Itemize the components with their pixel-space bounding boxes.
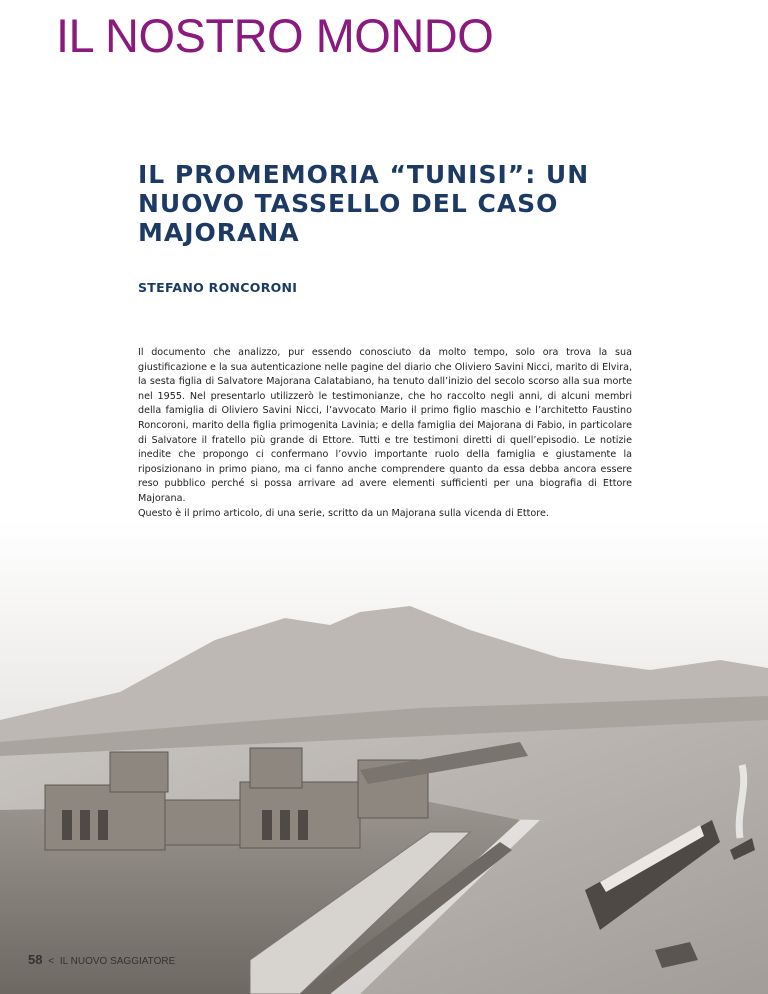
abstract-text: Il documento che analizzo, pur essendo conosciuto da molto tempo, solo ora trova la sua giustificazione e la sua autenticazione nelle pagine del diario che Oliviero Savini Nicci, marito di Elvira, la sesta figlia di Salvatore Majorana Calatabiano, ha tenuto dall’inizio del secolo scorso alla sua morte nel 1955. Nel presentarlo utilizzerò le testimonianze, che ho raccolto negli anni, di alcuni membri della famiglia di Oliviero Savini Nicci, l’avvocato Mario il primo figlio maschio e l’architetto Faustino Roncoroni, marito della figlia primogenita Lavinia; e della famiglia dei Majorana di Fabio, in particolare di Salvatore il fratello più grande di Ettore. Tutti e tre testimoni diretti di quell’episodio. Le notizie inedite che propongo ci confermano l’ovvio importante ruolo della famiglia e giustamente la riposizionano in primo piano, ma ci fanno anche comprendere quanto da essa debba ancora essere reso pubblico perché si possa arrivare ad avere elementi sufficienti per una biografia di Ettore Majorana. [138,347,633,504]
article-abstract [138,346,632,521]
author-name: STEFANO RONCORONI [138,280,298,295]
page-footer [28,952,175,967]
footer-separator: < [48,956,55,967]
abstract-closing: Questo è il primo articolo, di una serie, scritto da un Majorana sulla vicenda di Ettore. [138,507,549,519]
section-title: IL NOSTRO MONDO [56,9,494,62]
magazine-name: IL NUOVO SAGGIATORE [59,956,176,967]
page-number: 58 [28,952,43,967]
naples-harbor-photo [0,520,768,994]
article-title: IL PROMEMORIA “TUNISI”: UN NUOVO TASSELLO DEL CASO MAJORANA [138,160,590,247]
